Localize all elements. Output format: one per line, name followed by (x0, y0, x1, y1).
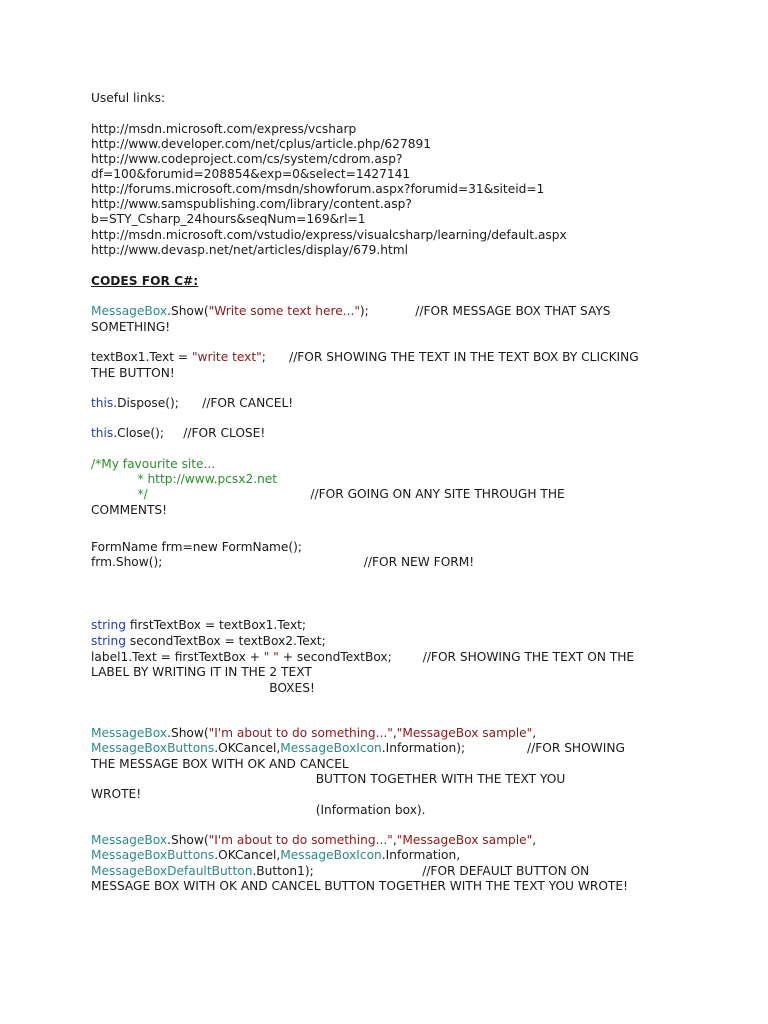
code-token: firstTextBox = textBox1.Text; (126, 618, 307, 632)
code-token: THE MESSAGE BOX WITH OK AND CANCEL (91, 757, 349, 771)
code-token: .Dispose(); //FOR CANCEL! (113, 396, 294, 410)
code-line (91, 864, 589, 879)
code-token: label1.Text = firstTextBox + (91, 650, 264, 664)
code-token: , (532, 833, 537, 847)
code-line (91, 803, 426, 818)
code-line (91, 681, 315, 696)
code-line (91, 787, 141, 802)
code-line (91, 457, 215, 472)
code-line (91, 772, 565, 787)
code-line (91, 665, 312, 680)
code-token: (Information box). (91, 803, 426, 817)
link-line: http://www.codeproject.com/cs/system/cdrom.asp? (91, 152, 403, 166)
link-line: http://forums.microsoft.com/msdn/showforum.aspx?forumid=31&siteid=1 (91, 182, 545, 196)
intro-label: Useful links: (91, 91, 166, 105)
code-line (91, 555, 474, 570)
code-line (91, 650, 634, 665)
code-token: .Show( (167, 833, 209, 847)
code-token: MessageBoxDefaultButton (91, 864, 253, 878)
link-line: df=100&forumid=208854&exp=0&select=1427141 (91, 167, 411, 181)
code-token: .Button1); //FOR DEFAULT BUTTON ON (252, 864, 590, 878)
code-token: frm.Show(); //FOR NEW FORM! (91, 555, 475, 569)
code-token: "I'm about to do something..." (208, 833, 393, 847)
code-token: * http://www.pcsx2.net (91, 472, 278, 486)
link-line: http://msdn.microsoft.com/vstudio/express/visualcsharp/learning/default.aspx (91, 228, 567, 242)
code-token: string (91, 634, 126, 648)
code-token: MESSAGE BOX WITH OK AND CANCEL BUTTON TOGETHER WITH THE TEXT YOU WROTE! (91, 879, 628, 893)
link-line: b=STY_Csharp_24hours&seqNum=169&rl=1 (91, 212, 366, 226)
code-token: "MessageBox sample" (396, 833, 533, 847)
code-token: textBox1.Text = (91, 350, 192, 364)
code-line (91, 304, 611, 319)
code-line (91, 366, 175, 381)
code-token: THE BUTTON! (91, 366, 175, 380)
code-token: MessageBox (91, 304, 168, 318)
code-token: .OKCancel, (214, 741, 281, 755)
link-line: http://www.devasp.net/net/articles/display/679.html (91, 243, 409, 257)
code-token: Show( (170, 304, 209, 318)
code-token: ); //FOR MESSAGE BOX THAT SAYS (359, 304, 611, 318)
code-token: + secondTextBox; //FOR SHOWING THE TEXT ON THE (278, 650, 635, 664)
code-token: MessageBox (91, 726, 168, 740)
code-token: MessageBoxIcon (280, 741, 382, 755)
link-line: http://www.samspublishing.com/library/content.asp? (91, 197, 412, 211)
link-line: http://www.developer.com/net/cplus/article.php/627891 (91, 137, 431, 151)
code-token: . (167, 304, 171, 318)
code-line (91, 757, 349, 772)
code-token: , (392, 833, 397, 847)
code-line (91, 741, 625, 756)
code-token: string (91, 618, 126, 632)
code-token: " " (263, 650, 279, 664)
code-line (91, 833, 536, 848)
code-token: .Information, (381, 848, 461, 862)
code-token: MessageBox (91, 833, 168, 847)
codes-heading: CODES FOR C#: (91, 274, 199, 288)
code-token: "MessageBox sample" (396, 726, 533, 740)
code-token: .Information); //FOR SHOWING (381, 741, 625, 755)
code-line (91, 848, 460, 863)
code-token: .OKCancel, (214, 848, 281, 862)
code-line (91, 350, 639, 365)
code-line (91, 879, 628, 894)
code-token: COMMENTS! (91, 503, 168, 517)
code-token: MessageBoxButtons (91, 848, 215, 862)
code-token: SOMETHING! (91, 320, 171, 334)
code-token: //FOR GOING ON ANY SITE THROUGH THE (147, 487, 565, 501)
code-line (91, 320, 170, 335)
code-line (91, 396, 293, 411)
code-line (91, 487, 565, 502)
code-token: this (91, 426, 114, 440)
link-line: http://msdn.microsoft.com/express/vcsharp (91, 122, 357, 136)
code-line (91, 618, 306, 633)
code-token: "I'm about to do something..." (208, 726, 393, 740)
code-token: BUTTON TOGETHER WITH THE TEXT YOU (91, 772, 566, 786)
code-token: "Write some text here..." (208, 304, 360, 318)
code-line (91, 503, 167, 518)
code-token: MessageBoxButtons (91, 741, 215, 755)
code-token: WROTE! (91, 787, 142, 801)
code-line (91, 426, 265, 441)
code-line (91, 540, 302, 555)
code-token: /*My favourite site... (91, 457, 216, 471)
code-token: LABEL BY WRITING IT IN THE 2 TEXT (91, 665, 312, 679)
code-token: */ (91, 487, 148, 501)
code-token: MessageBoxIcon (280, 848, 382, 862)
code-token: , (392, 726, 397, 740)
code-line (91, 472, 277, 487)
code-token: FormName frm=new FormName(); (91, 540, 303, 554)
code-line (91, 726, 536, 741)
code-token: .Close(); //FOR CLOSE! (113, 426, 266, 440)
code-token: "write text" (191, 350, 262, 364)
code-line (91, 634, 326, 649)
code-token: .Show( (167, 726, 209, 740)
code-token: , (532, 726, 537, 740)
code-token: secondTextBox = textBox2.Text; (126, 634, 326, 648)
code-token: BOXES! (91, 681, 315, 695)
code-token: ; //FOR SHOWING THE TEXT IN THE TEXT BOX BY CLICKING (261, 350, 639, 364)
code-token: this (91, 396, 114, 410)
